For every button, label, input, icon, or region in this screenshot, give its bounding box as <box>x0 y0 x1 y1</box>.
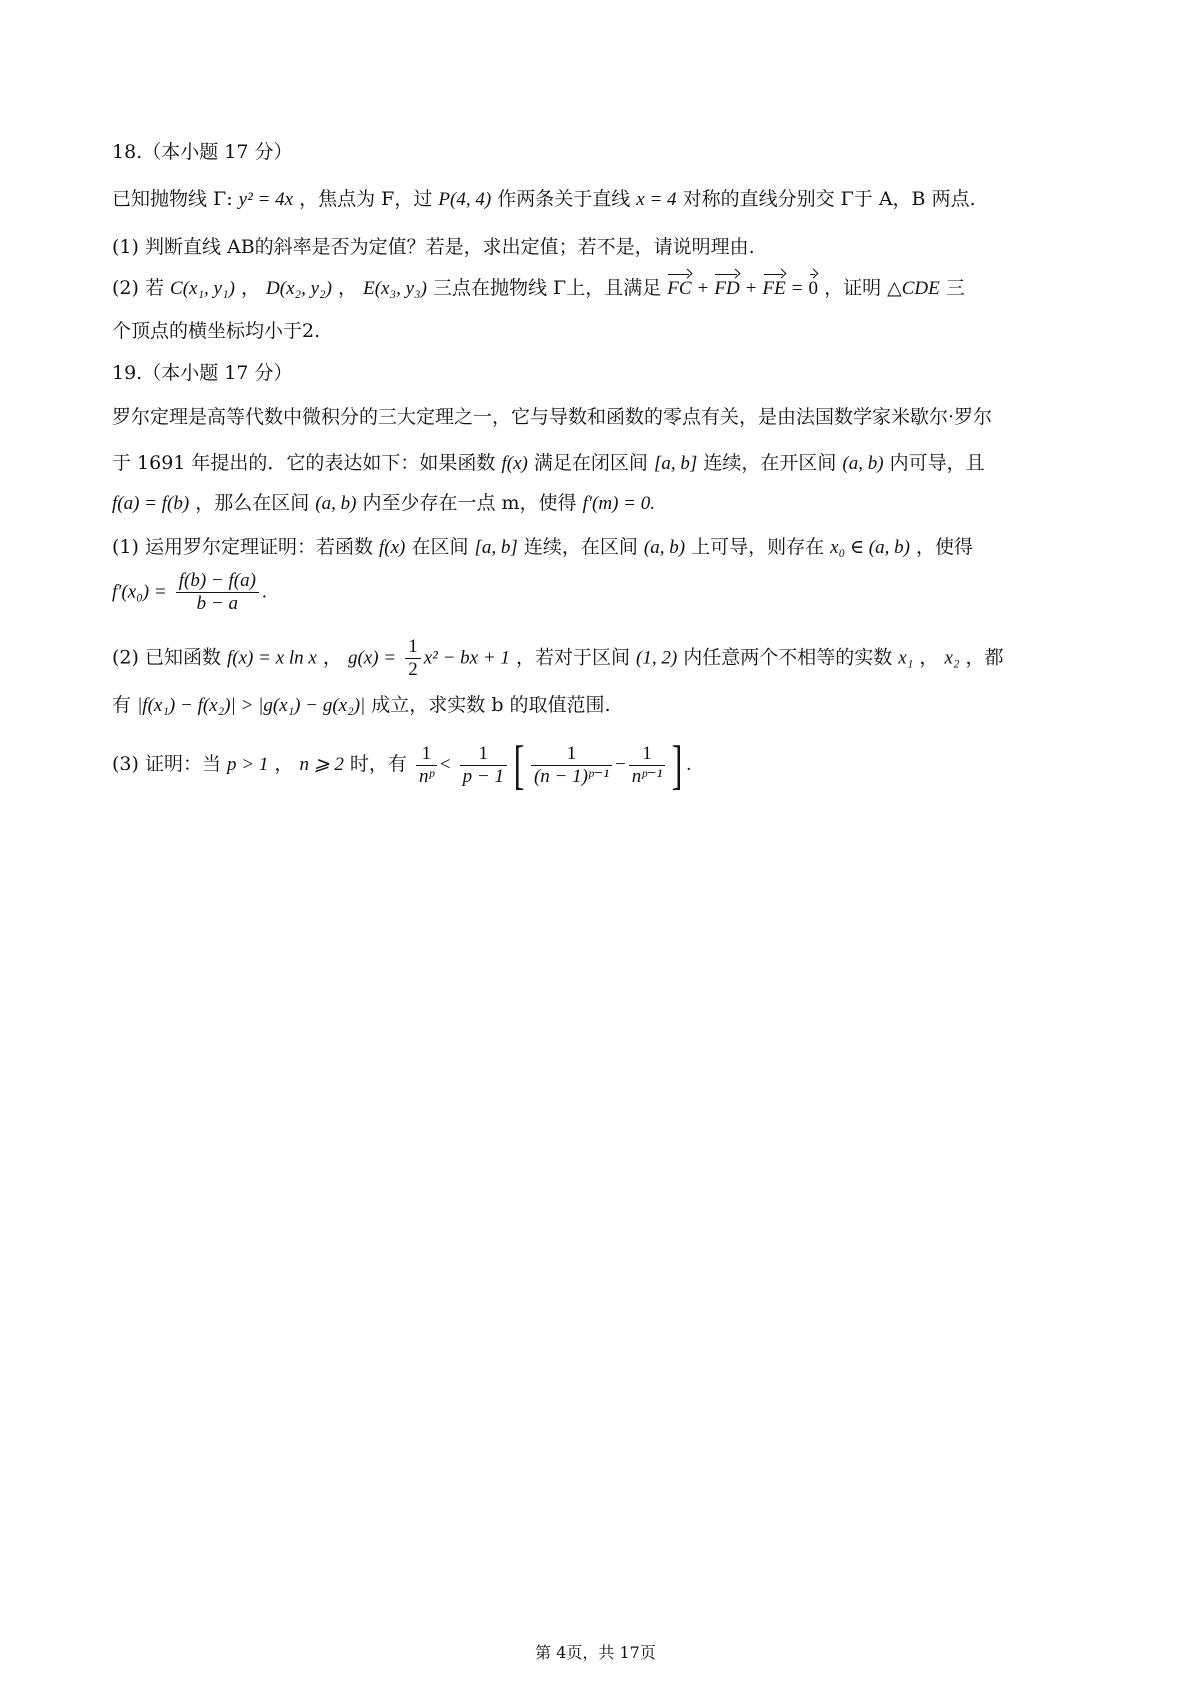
q19-part1 <box>112 536 973 560</box>
fraction-denominator: b − a <box>196 592 238 614</box>
vector-fe: FE <box>762 278 786 299</box>
fraction-1-over-n-minus-1 <box>531 743 612 788</box>
q18-part2-text: (2) 若 <box>112 277 164 299</box>
q19-part2-text: 成立，求实数 b 的取值范围. <box>371 694 611 716</box>
q19-part3-text: (3) 证明：当 <box>112 753 221 775</box>
open-interval: (a, b) <box>643 537 686 558</box>
mean-value-fraction <box>176 570 259 615</box>
point-c: C(x₁, y₁) <box>170 278 235 299</box>
q19-intro-text: ，那么在区间 <box>195 492 310 514</box>
closed-interval: [a, b] <box>653 453 698 474</box>
line-equation: x = 4 <box>636 189 677 210</box>
point-e: E(x₃, y₃) <box>363 278 427 299</box>
q19-intro-text: 于 1691 年提出的．它的表达如下：如果函数 <box>112 452 496 474</box>
fraction-numerator: 1 <box>405 636 421 659</box>
point-d: D(x₂, y₂) <box>266 278 332 299</box>
q18-part2 <box>112 277 965 301</box>
q19-part1-text: ，使得 <box>915 536 973 558</box>
q19-part1-text: (1) 运用罗尔定理证明：若函数 <box>112 536 373 558</box>
point-p: P(4, 4) <box>438 189 492 210</box>
vector-fd: FD <box>714 278 740 299</box>
fraction-denominator: nᵖ <box>418 765 434 787</box>
fraction-1-over-p-minus-1 <box>460 743 507 788</box>
triangle-cde: △CDE <box>887 278 940 299</box>
less-than-sign: < <box>439 754 451 775</box>
q19-part2-text: (2) 已知函数 <box>112 646 221 669</box>
q19-intro-text: 内可导，且 <box>889 452 985 474</box>
q19-header: 19.（本小题 17 分） <box>112 362 293 384</box>
plus-sign: + <box>697 278 709 299</box>
function-f-def: f(x) = x ln x <box>227 647 317 669</box>
parabola-equation: y² = 4x <box>238 189 294 210</box>
function-g-rhs: x² − bx + 1 <box>423 647 510 669</box>
fraction-denominator: 2 <box>408 658 418 680</box>
fraction-numerator: 1 <box>416 743 437 766</box>
q18-part2-text: 三点在抛物线 Γ上，且满足 <box>432 277 662 299</box>
derivative-equation: f′(m) = 0. <box>582 493 655 514</box>
q19-part2 <box>112 636 1004 681</box>
fraction-numerator: 1 <box>460 743 507 766</box>
q19-part2-text: ，都 <box>965 646 1004 669</box>
q19-intro-text: 满足在闭区间 <box>533 452 648 474</box>
half-fraction <box>405 636 421 681</box>
fraction-denominator: (n − 1)ᵖ⁻¹ <box>533 765 610 787</box>
mean-value-lhs: f′(x₀) = <box>112 581 167 603</box>
q19-part2-text: 内任意两个不相等的实数 <box>683 646 893 669</box>
equals-sign: = <box>791 278 803 299</box>
q18-part2-text: 三 <box>945 277 965 299</box>
interval-1-2: (1, 2) <box>636 647 678 669</box>
variable-x2: x₂ <box>944 647 960 669</box>
q19-intro-line2 <box>112 452 985 476</box>
minus-sign: − <box>615 754 626 775</box>
q18-part2-text: ， <box>240 277 260 299</box>
open-interval: (a, b) <box>315 493 357 514</box>
function-f: f(x) <box>501 453 528 474</box>
q19-intro-line1: 罗尔定理是高等代数中微积分的三大定理之一，它与导数和函数的零点有关，是由法国数学家米歇尔·罗尔 <box>112 406 993 428</box>
open-interval: (a, b) <box>842 453 884 474</box>
left-bracket: [ <box>513 735 525 795</box>
fraction-numerator: f(b) − f(a) <box>176 570 259 593</box>
q19-part3-text: ， <box>274 753 294 775</box>
q19-part1-formula <box>112 570 267 615</box>
fraction-denominator: p − 1 <box>462 765 504 787</box>
q18-intro-text: 对称的直线分别交 Γ于 A，B 两点. <box>682 188 976 210</box>
equation-fa-fb: f(a) = f(b) <box>112 493 190 514</box>
q18-intro-text: ，焦点为 F，过 <box>299 188 433 210</box>
q18-header: 18.（本小题 17 分） <box>112 141 293 163</box>
zero-vector: 0 <box>808 278 819 299</box>
q19-part1-text: 上可导，则存在 <box>691 536 825 558</box>
q19-part2-text: 有 <box>112 694 132 716</box>
period: . <box>261 581 267 603</box>
abs-inequality: |f(x₁) − f(x₂)| > |g(x₁) − g(x₂)| <box>137 695 366 716</box>
fraction-denominator: nᵖ⁻¹ <box>631 765 663 787</box>
page-footer: 第 4页，共 17页 <box>535 1643 656 1662</box>
closed-interval: [a, b] <box>474 537 518 558</box>
plus-sign: + <box>745 278 757 299</box>
q18-intro <box>112 188 976 212</box>
condition-n: n ⩾ 2 <box>299 754 344 775</box>
q19-part2-cont <box>112 694 611 718</box>
q19-intro-text: 内至少存在一点 m，使得 <box>362 492 577 514</box>
q19-part3-text: 时，有 <box>349 753 407 775</box>
period: . <box>686 754 692 775</box>
q19-part2-text: ，若对于区间 <box>515 646 630 669</box>
q19-intro-line3 <box>112 492 655 516</box>
q18-intro-text: 已知抛物线 Γ: <box>112 188 233 210</box>
right-bracket: ] <box>671 735 683 795</box>
q19-part2-text: ， <box>919 646 939 669</box>
fraction-numerator: 1 <box>629 743 666 766</box>
vector-fc: FC <box>667 278 692 299</box>
fraction-numerator: 1 <box>531 743 612 766</box>
condition-p: p > 1 <box>227 754 269 775</box>
variable-x1: x₁ <box>898 647 914 669</box>
q18-part2-cont: 个顶点的横坐标均小于2. <box>112 320 321 342</box>
q18-part1: (1) 判断直线 AB的斜率是否为定值？若是，求出定值；若不是，请说明理由. <box>112 236 755 258</box>
q18-intro-text: 作两条关于直线 <box>497 188 631 210</box>
function-f: f(x) <box>379 537 406 558</box>
x0-membership: x₀ ∈ (a, b) <box>830 537 910 558</box>
q18-part2-text: ，证明 <box>824 277 882 299</box>
function-g-lhs: g(x) = <box>347 647 397 669</box>
q18-part2-text: ， <box>338 277 358 299</box>
q19-intro-text: 连续，在开区间 <box>703 452 837 474</box>
q19-part1-text: 连续，在区间 <box>523 536 638 558</box>
q19-part2-text: ， <box>322 646 342 669</box>
q19-part1-text: 在区间 <box>411 536 469 558</box>
q19-part3 <box>112 735 692 795</box>
fraction-1-over-np-1 <box>629 743 666 788</box>
fraction-1-over-np <box>416 743 437 788</box>
